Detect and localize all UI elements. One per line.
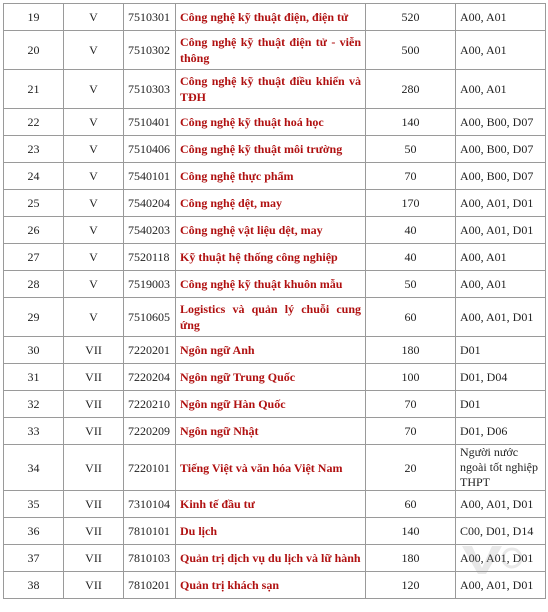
major-name: Ngôn ngữ Nhật — [176, 418, 366, 445]
subject-combinations: A00, B00, D07 — [456, 109, 546, 136]
subject-combinations: A00, A01 — [456, 70, 546, 109]
subject-combinations: A00, A01, D01 — [456, 572, 546, 599]
table-row — [4, 109, 546, 136]
field-group: VII — [64, 364, 124, 391]
row-index: 34 — [4, 445, 64, 491]
field-group: V — [64, 136, 124, 163]
major-name: Công nghệ kỹ thuật điều khiển và TĐH — [176, 70, 366, 109]
subject-combinations: A00, A01, D01 — [456, 491, 546, 518]
major-code: 7510401 — [124, 109, 176, 136]
major-name: Kinh tế đầu tư — [176, 491, 366, 518]
subject-combinations: A00, B00, D07 — [456, 163, 546, 190]
quota: 40 — [366, 244, 456, 271]
table-row — [4, 163, 546, 190]
field-group: VII — [64, 572, 124, 599]
field-group: VII — [64, 445, 124, 491]
field-group: V — [64, 163, 124, 190]
row-index: 28 — [4, 271, 64, 298]
subject-combinations: C00, D01, D14 — [456, 518, 546, 545]
field-group: VII — [64, 545, 124, 572]
row-index: 38 — [4, 572, 64, 599]
subject-combinations: D01, D06 — [456, 418, 546, 445]
field-group: V — [64, 190, 124, 217]
major-code: 7540204 — [124, 190, 176, 217]
quota: 70 — [366, 163, 456, 190]
table-row — [4, 298, 546, 337]
row-index: 36 — [4, 518, 64, 545]
quota: 50 — [366, 271, 456, 298]
field-group: V — [64, 217, 124, 244]
subject-combinations: Người nước ngoài tốt nghiệp THPT — [456, 445, 546, 491]
major-code: 7510301 — [124, 4, 176, 31]
row-index: 25 — [4, 190, 64, 217]
major-code: 7810201 — [124, 572, 176, 599]
row-index: 27 — [4, 244, 64, 271]
quota: 60 — [366, 491, 456, 518]
subject-combinations: D01 — [456, 337, 546, 364]
field-group: VII — [64, 391, 124, 418]
subject-combinations: A00, A01 — [456, 271, 546, 298]
row-index: 19 — [4, 4, 64, 31]
quota: 60 — [366, 298, 456, 337]
subject-combinations: D01, D04 — [456, 364, 546, 391]
field-group: VII — [64, 418, 124, 445]
major-code: 7510303 — [124, 70, 176, 109]
field-group: V — [64, 4, 124, 31]
field-group: V — [64, 109, 124, 136]
row-index: 33 — [4, 418, 64, 445]
quota: 140 — [366, 518, 456, 545]
admission-quota-table — [3, 3, 546, 599]
major-name: Công nghệ thực phẩm — [176, 163, 366, 190]
field-group: V — [64, 271, 124, 298]
row-index: 37 — [4, 545, 64, 572]
field-group: V — [64, 244, 124, 271]
row-index: 35 — [4, 491, 64, 518]
field-group: VII — [64, 518, 124, 545]
major-code: 7810101 — [124, 518, 176, 545]
table-row — [4, 136, 546, 163]
subject-combinations: D01 — [456, 391, 546, 418]
quota: 180 — [366, 545, 456, 572]
major-name: Công nghệ kỹ thuật khuôn mẫu — [176, 271, 366, 298]
subject-combinations: A00, A01 — [456, 4, 546, 31]
major-code: 7510406 — [124, 136, 176, 163]
major-name: Công nghệ dệt, may — [176, 190, 366, 217]
field-group: VII — [64, 491, 124, 518]
major-code: 7540101 — [124, 163, 176, 190]
major-name: Du lịch — [176, 518, 366, 545]
major-name: Công nghệ kỹ thuật hoá học — [176, 109, 366, 136]
field-group: V — [64, 70, 124, 109]
major-name: Ngôn ngữ Anh — [176, 337, 366, 364]
major-code: 7540203 — [124, 217, 176, 244]
row-index: 31 — [4, 364, 64, 391]
subject-combinations: A00, A01, D01 — [456, 190, 546, 217]
major-code: 7220209 — [124, 418, 176, 445]
major-code: 7220101 — [124, 445, 176, 491]
subject-combinations: A00, A01, D01 — [456, 217, 546, 244]
table-row — [4, 445, 546, 491]
major-name: Công nghệ kỹ thuật môi trường — [176, 136, 366, 163]
major-code: 7810103 — [124, 545, 176, 572]
table-row — [4, 418, 546, 445]
subject-combinations: A00, A01 — [456, 244, 546, 271]
quota: 120 — [366, 572, 456, 599]
table-row — [4, 337, 546, 364]
row-index: 22 — [4, 109, 64, 136]
watermark-logo-icon — [458, 538, 528, 578]
table-row — [4, 190, 546, 217]
quota: 50 — [366, 136, 456, 163]
table-body — [4, 4, 546, 599]
subject-combinations: A00, A01 — [456, 31, 546, 70]
major-name: Tiếng Việt và văn hóa Việt Nam — [176, 445, 366, 491]
major-code: 7520118 — [124, 244, 176, 271]
row-index: 26 — [4, 217, 64, 244]
row-index: 30 — [4, 337, 64, 364]
quota: 140 — [366, 109, 456, 136]
field-group: VII — [64, 337, 124, 364]
subject-combinations: A00, A01, D01 — [456, 545, 546, 572]
quota: 180 — [366, 337, 456, 364]
quota: 520 — [366, 4, 456, 31]
table-row — [4, 217, 546, 244]
table-row — [4, 491, 546, 518]
quota: 40 — [366, 217, 456, 244]
quota: 100 — [366, 364, 456, 391]
table-row — [4, 364, 546, 391]
row-index: 20 — [4, 31, 64, 70]
table-row — [4, 391, 546, 418]
major-name: Công nghệ kỹ thuật điện tử - viễn thông — [176, 31, 366, 70]
quota: 20 — [366, 445, 456, 491]
row-index: 32 — [4, 391, 64, 418]
major-code: 7519003 — [124, 271, 176, 298]
major-code: 7510302 — [124, 31, 176, 70]
table-row — [4, 4, 546, 31]
quota: 70 — [366, 391, 456, 418]
table-row — [4, 244, 546, 271]
major-code: 7220201 — [124, 337, 176, 364]
major-code: 7220204 — [124, 364, 176, 391]
major-code: 7220210 — [124, 391, 176, 418]
subject-combinations: A00, A01, D01 — [456, 298, 546, 337]
field-group: V — [64, 298, 124, 337]
field-group: V — [64, 31, 124, 70]
major-code: 7310104 — [124, 491, 176, 518]
major-name: Công nghệ kỹ thuật điện, điện tử — [176, 4, 366, 31]
row-index: 29 — [4, 298, 64, 337]
row-index: 23 — [4, 136, 64, 163]
major-name: Kỹ thuật hệ thống công nghiệp — [176, 244, 366, 271]
row-index: 21 — [4, 70, 64, 109]
major-name: Công nghệ vật liệu dệt, may — [176, 217, 366, 244]
table-row — [4, 31, 546, 70]
major-name: Quản trị khách sạn — [176, 572, 366, 599]
quota: 280 — [366, 70, 456, 109]
row-index: 24 — [4, 163, 64, 190]
quota: 70 — [366, 418, 456, 445]
table-row — [4, 271, 546, 298]
major-name: Ngôn ngữ Hàn Quốc — [176, 391, 366, 418]
subject-combinations: A00, B00, D07 — [456, 136, 546, 163]
quota: 170 — [366, 190, 456, 217]
table-row — [4, 70, 546, 109]
major-name: Ngôn ngữ Trung Quốc — [176, 364, 366, 391]
quota: 500 — [366, 31, 456, 70]
major-name: Logistics và quản lý chuỗi cung ứng — [176, 298, 366, 337]
major-code: 7510605 — [124, 298, 176, 337]
major-name: Quản trị dịch vụ du lịch và lữ hành — [176, 545, 366, 572]
